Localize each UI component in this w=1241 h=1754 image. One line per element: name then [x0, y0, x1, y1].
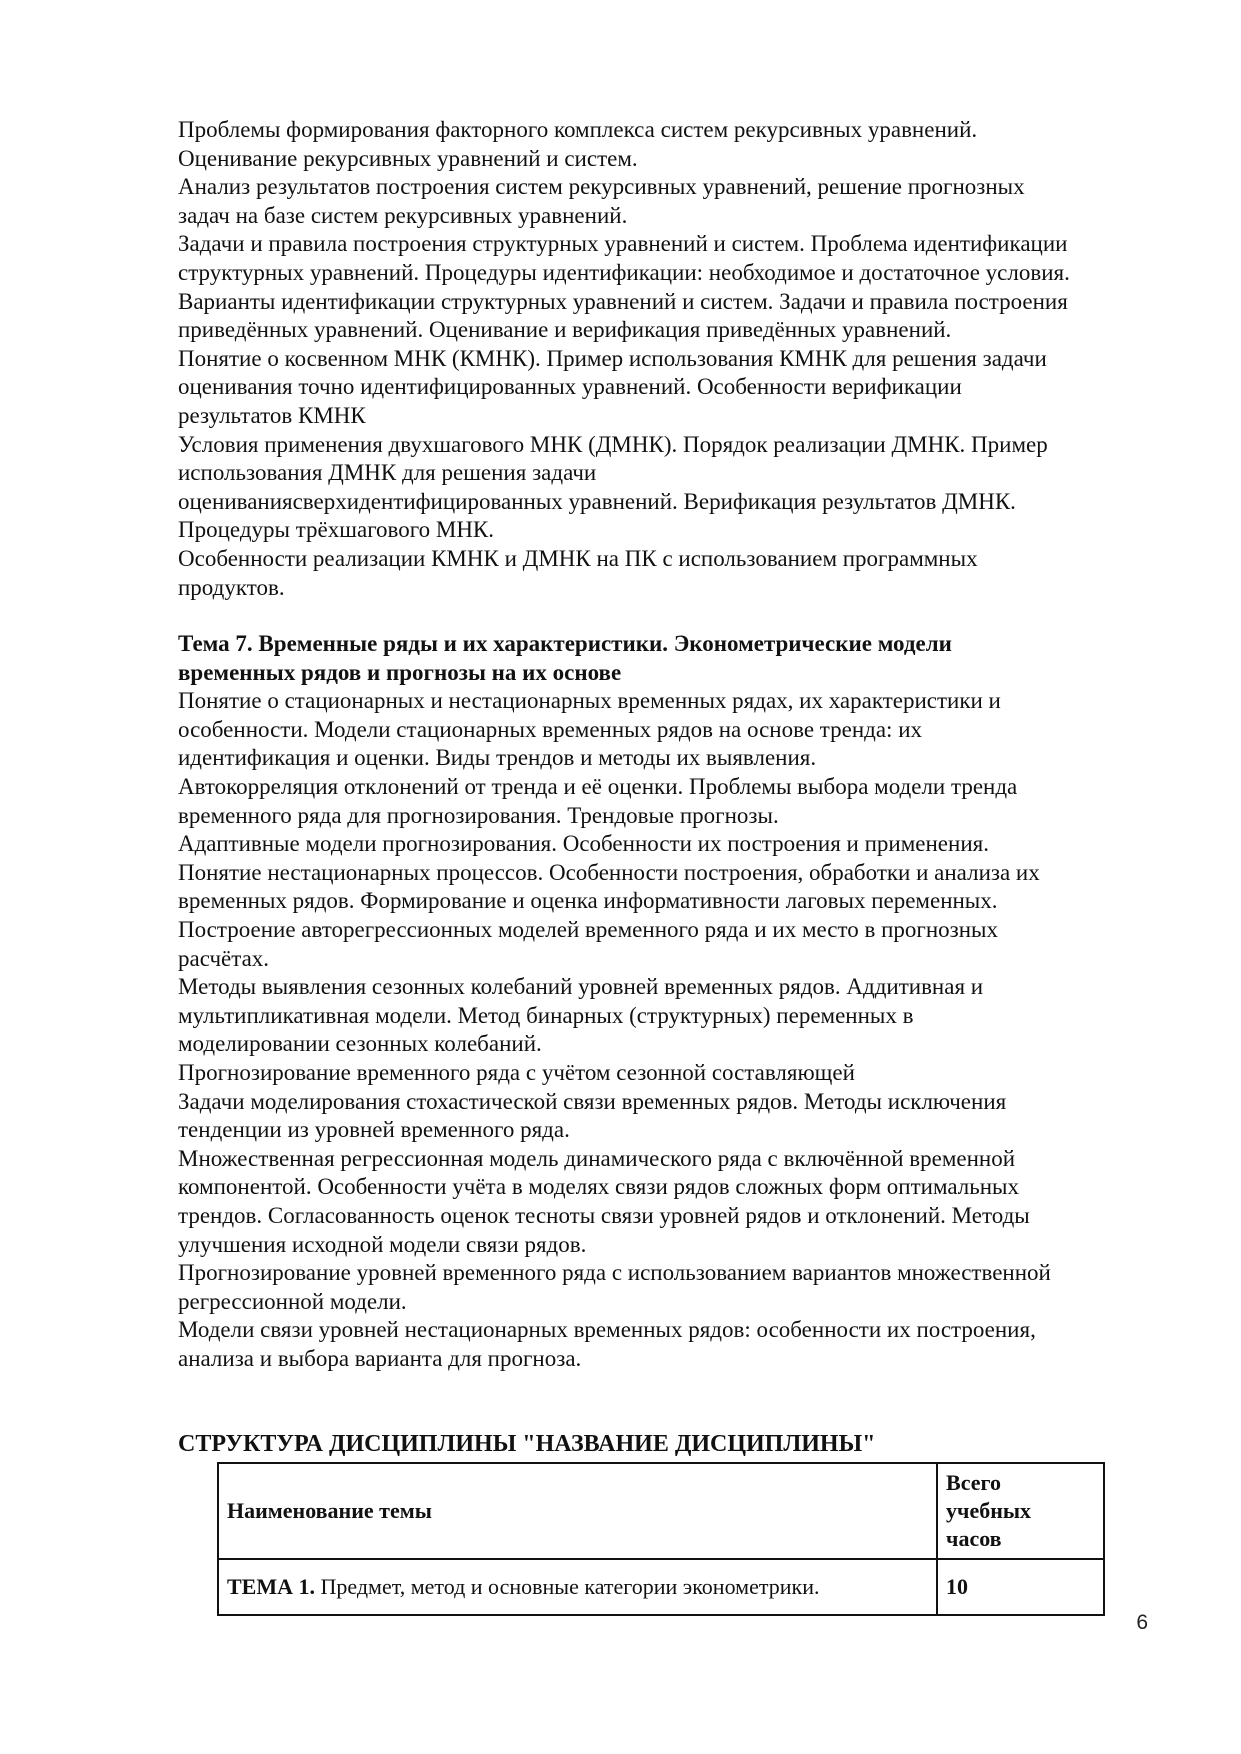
document-body — [178, 116, 1178, 1616]
text-line: Особенности реализации КМНК и ДМНК на ПК с использованием программных — [178, 545, 978, 571]
text-line: Модели связи уровней нестационарных временных рядов: особенности их построения, — [178, 1317, 1036, 1343]
topic-7-section — [178, 630, 1178, 1373]
text-line: Понятие нестационарных процессов. Особенности построения, обработки и анализа их — [178, 859, 1040, 885]
text-line: Методы выявления сезонных колебаний уровней временных рядов. Аддитивная и — [178, 974, 984, 1000]
text-line: задач на базе систем рекурсивных уравнений. — [178, 202, 628, 228]
table-header-row — [218, 1463, 1104, 1559]
header-topic-name: Наименование темы — [218, 1463, 937, 1559]
header-hours-line: Всего — [946, 1469, 1001, 1495]
text-line: временных рядов. Формирование и оценка информативности лаговых переменных. — [178, 888, 998, 914]
structure-table — [217, 1462, 1105, 1616]
text-line: Автокорреляция отклонений от тренда и её оценки. Проблемы выбора модели тренда — [178, 774, 1018, 800]
hours-value: 10 — [946, 1573, 969, 1599]
structure-title: СТРУКТУРА ДИСЦИПЛИНЫ "НАЗВАНИЕ ДИСЦИПЛИНЫ" — [178, 1430, 876, 1457]
text-line: Понятие о косвенном МНК (КМНК). Пример использования КМНК для решения задачи — [178, 345, 1047, 371]
text-line: расчётах. — [178, 945, 270, 971]
text-line: трендов. Согласованность оценок тесноты связи уровней рядов и отклонений. Методы — [178, 1202, 1030, 1228]
topic-cell — [218, 1559, 937, 1615]
text-line: использования ДМНК для решения задачи — [178, 460, 597, 486]
header-hours-line: часов — [946, 1525, 1002, 1551]
text-line: регрессионной модели. — [178, 1288, 407, 1314]
hours-cell — [937, 1559, 1104, 1615]
text-line: особенности. Модели стационарных временных рядов на основе тренда: их — [178, 716, 922, 742]
text-line: Оценивание рекурсивных уравнений и систем. — [178, 145, 638, 171]
text-line: Понятие о стационарных и нестационарных временных рядах, их характеристики и — [178, 688, 1001, 714]
text-line: идентификация и оценки. Виды трендов и методы их выявления. — [178, 745, 817, 771]
topic-title: Предмет, метод и основные категории эконометрики. — [315, 1573, 820, 1599]
spacer — [178, 602, 1178, 630]
text-line: оцениваниясверхидентифицированных уравнений. Верификация результатов ДМНК. — [178, 488, 1016, 514]
top-paragraphs — [178, 116, 1178, 602]
header-hours-line: учебных — [946, 1497, 1032, 1523]
text-line: Построение авторегрессионных моделей временного ряда и их место в прогнозных — [178, 917, 999, 943]
table-row — [218, 1559, 1104, 1615]
topic-7-heading: Тема 7. Временные ряды и их характеристики. Эконометрические модели — [178, 631, 952, 657]
topic-7-heading-cont: временных рядов и прогнозы на их основе — [178, 659, 622, 685]
text-line: мультипликативная модели. Метод бинарных (структурных) переменных в — [178, 1002, 914, 1028]
text-line: Условия применения двухшагового МНК (ДМНК). Порядок реализации ДМНК. Пример — [178, 431, 1048, 457]
text-line: продуктов. — [178, 574, 285, 600]
structure-section — [178, 1430, 1178, 1616]
text-line: улучшения исходной модели связи рядов. — [178, 1231, 587, 1257]
text-line: компонентой. Особенности учёта в моделях связи рядов сложных форм оптимальных — [178, 1174, 1019, 1200]
text-line: Адаптивные модели прогнозирования. Особенности их построения и применения. — [178, 831, 989, 857]
spacer — [178, 1374, 1178, 1430]
text-line: Процедуры трёхшагового МНК. — [178, 517, 495, 543]
text-line: структурных уравнений. Процедуры идентификации: необходимое и достаточное условия. — [178, 259, 1070, 285]
text-line: тенденции из уровней временного ряда. — [178, 1117, 570, 1143]
text-line: оценивания точно идентифицированных уравнений. Особенности верификации — [178, 374, 962, 400]
text-line: анализа и выбора варианта для прогноза. — [178, 1345, 582, 1371]
page-number: 6 — [1136, 1611, 1148, 1634]
text-line: приведённых уравнений. Оценивание и верификация приведённых уравнений. — [178, 317, 952, 343]
text-line: временного ряда для прогнозирования. Трендовые прогнозы. — [178, 802, 779, 828]
text-line: Множественная регрессионная модель динамического ряда с включённой временной — [178, 1145, 1016, 1171]
text-line: моделировании сезонных колебаний. — [178, 1031, 542, 1057]
text-line: Прогнозирование временного ряда с учётом сезонной составляющей — [178, 1060, 855, 1085]
text-line: Задачи моделирования стохастической связи временных рядов. Методы исключения — [178, 1088, 1007, 1114]
header-total-hours — [937, 1463, 1104, 1559]
text-line: Проблемы формирования факторного комплекса систем рекурсивных уравнений. — [178, 117, 978, 142]
text-line: Прогнозирование уровней временного ряда с использованием вариантов множественной — [178, 1260, 1051, 1286]
text-line: Варианты идентификации структурных уравнений и систем. Задачи и правила построения — [178, 288, 1068, 314]
text-line: Анализ результатов построения систем рекурсивных уравнений, решение прогнозных — [178, 174, 1025, 200]
topic-number: ТЕМА 1. — [227, 1573, 315, 1599]
text-line: результатов КМНК — [178, 402, 366, 428]
text-line: Задачи и правила построения структурных уравнений и систем. Проблема идентификации — [178, 231, 1068, 257]
